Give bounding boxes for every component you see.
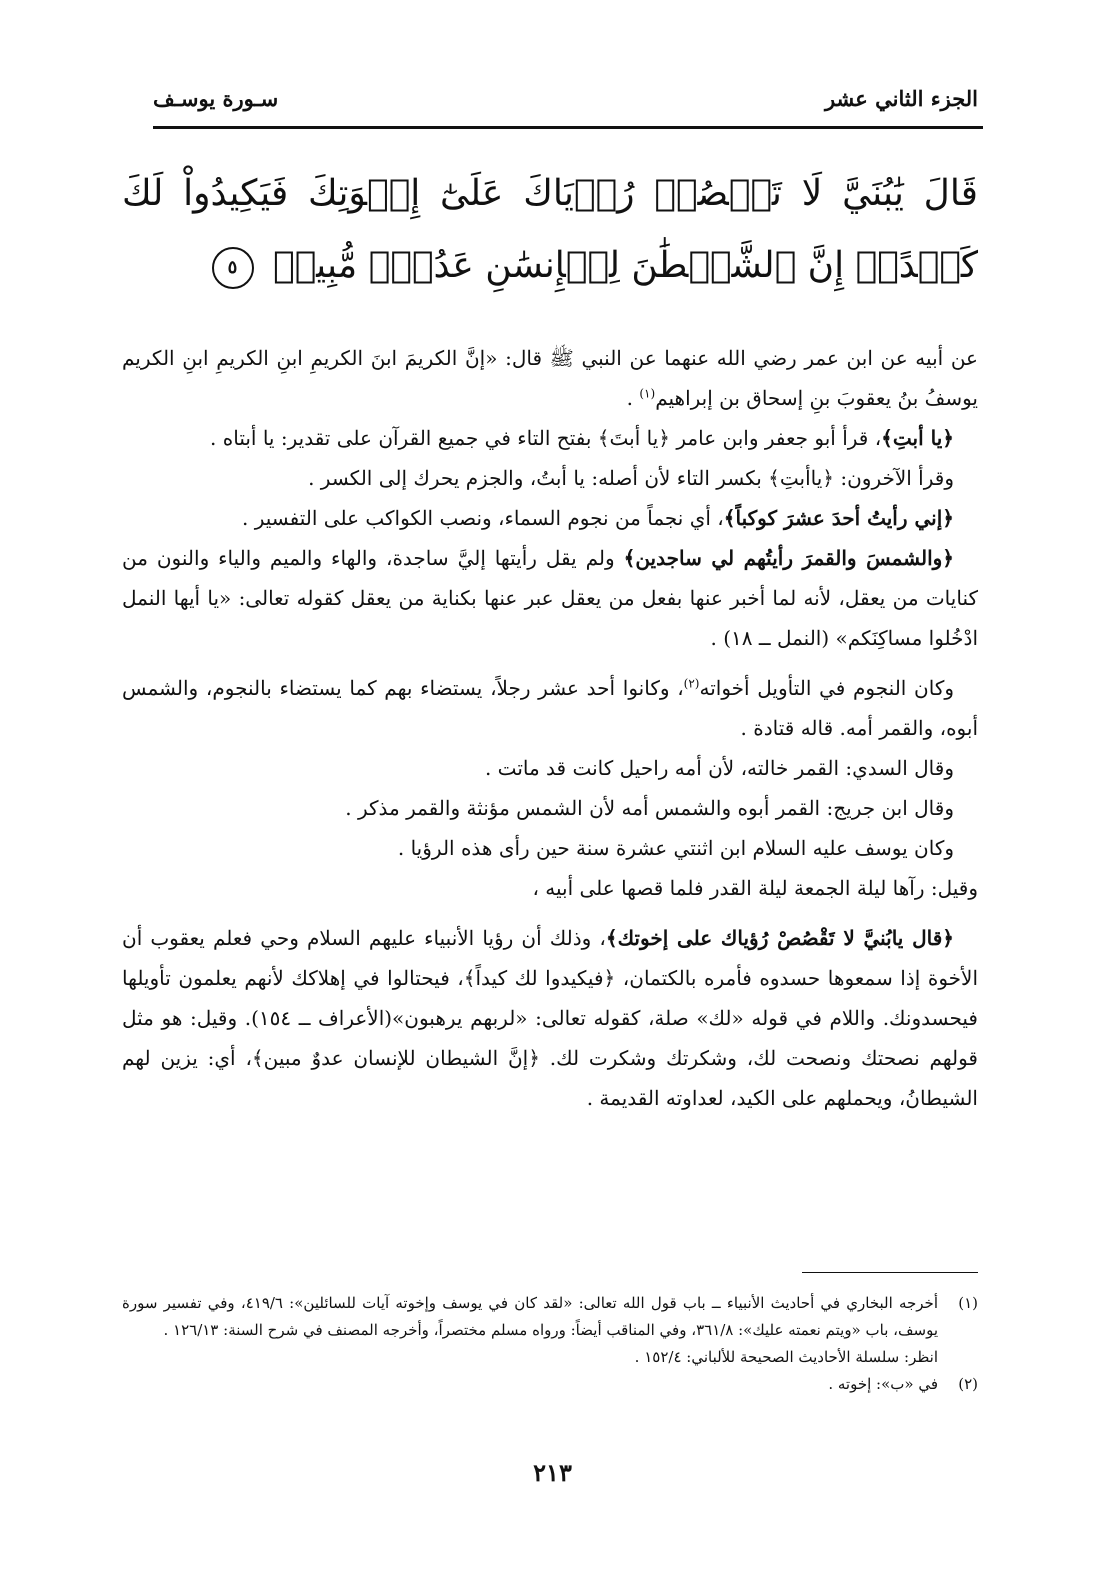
paragraph <box>122 828 978 868</box>
commentary-body <box>122 338 978 1118</box>
paragraph-text: وقيل: رآها ليلة الجمعة ليلة القدر فلما قصها على أبيه ، <box>532 876 978 900</box>
page-number: ٢١٣ <box>533 1458 572 1487</box>
footnote-reference: (٢) <box>683 676 700 691</box>
paragraph: عن أبيه عن ابن عمر رضي الله عنهما عن النبي ﷺ قال: «إنَّ الكريمَ ابنَ الكريمِ ابنِ الكريمِ ابنِ الكريم يوسفُ بنُ يعقوبَ بنِ إسحاق بن إبراهيم$^{(١)}$ . <box>122 346 978 410</box>
header-rule <box>153 126 983 129</box>
running-header-juz: الجزء الثاني عشر <box>824 86 978 111</box>
footnote <box>122 1290 978 1344</box>
paragraph-text: وقرأ الآخرون: ﴿ياأبتِ﴾ بكسر التاء لأن أصله: يا أبتُ، والجزم يحرك إلى الكسر . <box>308 466 954 490</box>
quoted-phrase: ﴿قال يابُنيَّ لا تَقْصُصْ رُؤياك على إخوتك﴾ <box>605 926 954 950</box>
paragraph <box>122 498 978 538</box>
footnote-text: أخرجه البخاري في أحاديث الأنبياء ــ باب قول الله تعالى: «لقد كان في يوسف وإخوته آيات للسائلين»: ٤١٩/٦، وفي تفسير سورة يوسف، باب «ويتم نعمته عليك»: ٣٦١/٨، وفي المناقب أيضاً: ورواه مسلم مختصراً، وأخرجه المصنف في شرح السنة: ١٢٦/١٣ . <box>122 1294 939 1339</box>
footnote <box>122 1371 978 1398</box>
paragraph <box>122 748 978 788</box>
paragraph <box>122 418 978 458</box>
paragraph-text-after: ، وكانوا أحد عشر رجلاً، يستضاء بهم كما يستضاء بالنجوم، والشمس أبوه، والقمر أمه. قاله قتادة . <box>122 676 978 740</box>
quran-verse <box>122 158 978 302</box>
footnotes <box>122 1290 978 1398</box>
paragraph <box>122 668 978 748</box>
paragraph <box>122 868 978 908</box>
paragraph-text: عن أبيه عن ابن عمر رضي الله عنهما عن النبي ﷺ قال: «إنَّ الكريمَ ابنَ الكريمِ ابنِ الكريمِ ابنِ الكريم يوسفُ بنُ يعقوبَ بنِ إسحاق بن إبراهيم <box>122 346 978 410</box>
footnote-extra: انظر: سلسلة الأحاديث الصحيحة للألباني: ١٥٢/٤ . <box>634 1348 938 1366</box>
quoted-phrase: ﴿يا أبتِ﴾ <box>881 426 954 450</box>
paragraph-text: وقال السدي: القمر خالته، لأن أمه راحيل كانت قد ماتت . <box>484 756 954 780</box>
verse-number-marker: ٥ <box>212 247 254 289</box>
quoted-phrase: ﴿والشمسَ والقمرَ رأيتُهم لي ساجدين﴾ <box>623 546 955 570</box>
verse-text: قَالَ يَٰبُنَيَّ لَا تَقۡصُصۡ رُءۡيَاكَ عَلَىٰٓ إِخۡوَتِكَ فَيَكِيدُواْ لَكَ كَيۡدًاۖ إِنَّ ٱلشَّيۡطَٰنَ لِلۡإِنسَٰنِ عَدُوّٞ مُّبِينٞ <box>122 173 978 286</box>
running-header-surah: سـورة يوسـف <box>153 86 279 111</box>
quoted-phrase: ﴿إني رأيتُ أحدَ عشرَ كوكباً﴾ <box>723 506 954 530</box>
paragraph <box>122 458 978 498</box>
footnote-number: (١) <box>958 1294 978 1312</box>
paragraph-text: ، وذلك أن رؤيا الأنبياء عليهم السلام وحي فعلم يعقوب أن الأخوة إذا سمعوها حسدوه فأمره بالكتمان، ﴿فيكيدوا لك كيداً﴾، فيحتالوا في إهلاكك لأنهم يعلمون تأويلها فيحسدونك. واللام في قوله «لك» صلة، كقوله تعالى: «لربهم يرهبون»(الأعراف ــ ١٥٤). وقيل: هو مثل قولهم نصحتك ونصحت لك، وشكرتك وشكرت لك. ﴿إنَّ الشيطان للإنسان عدوٌ مبين﴾، أي: يزين لهم الشيطانُ، ويحملهم على الكيد، لعداوته القديمة . <box>122 926 978 1110</box>
footnote-text: في «ب»: إخوته . <box>828 1375 938 1393</box>
footnote-number: (٢) <box>958 1375 978 1393</box>
paragraph-text: وكان يوسف عليه السلام ابن اثنتي عشرة سنة حين رأى هذه الرؤيا . <box>397 836 954 860</box>
paragraph-text: وكان النجوم في التأويل أخواته <box>699 676 954 700</box>
footnote-rule <box>802 1272 978 1273</box>
paragraph <box>122 538 978 658</box>
paragraph-text: ، قرأ أبو جعفر وابن عامر ﴿يا أبتَ﴾ بفتح التاء في جميع القرآن على تقدير: يا أبتاه . <box>210 426 882 450</box>
footnote-reference: (١) <box>639 386 656 401</box>
paragraph <box>122 788 978 828</box>
paragraph <box>122 918 978 1118</box>
paragraph-text: ، أي نجماً من نجوم السماء، ونصب الكواكب على التفسير . <box>242 506 724 530</box>
paragraph-text: وقال ابن جريج: القمر أبوه والشمس أمه لأن الشمس مؤنثة والقمر مذكر . <box>345 796 954 820</box>
paragraph-text: ولم يقل رأيتها إليَّ ساجدة، والهاء والميم والياء والنون من كنايات من يعقل، لأنه لما أخبر عنها بفعل من يعقل عبر عنها بكناية من يعقل كقوله تعالى: «يا أيها النمل ادْخُلوا مساكِنَكم» (النمل ــ ١٨) . <box>122 546 978 650</box>
